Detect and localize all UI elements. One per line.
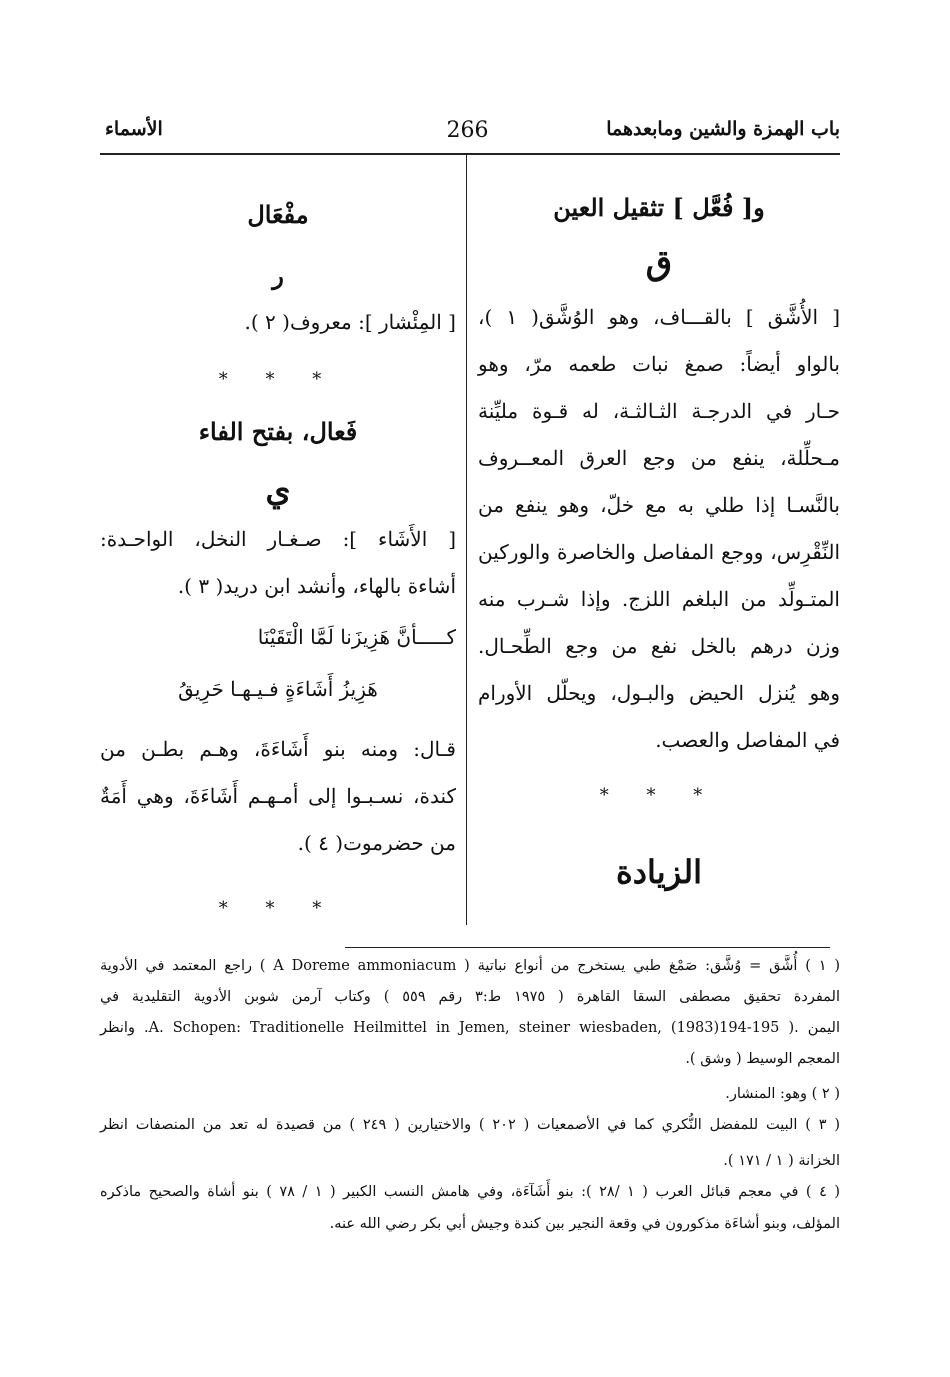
body-line: بالنَّسـا إذا طلي به مع خلّ، وهو ينفع من <box>478 493 840 517</box>
left-heading-2: فَعال، بفتح الفاء <box>198 417 358 446</box>
body-line: بالواو أيضاً: صمغ نبات طعمه مرّ، وهو <box>478 352 840 376</box>
body-line: وزن درهم بالخل نفع من وجع الطِّحـال. <box>478 634 840 658</box>
running-header-section: الأسماء <box>105 118 163 140</box>
footnote-line: المؤلف، وبنو أشاءَة مذكورون في وقعة النجير بين كندة وجيش أبي بكر رضي الله عنه. <box>329 1216 840 1232</box>
body-line: المتـولِّد من البلغم اللزج. وإذا شـرب منه <box>478 587 840 611</box>
footnote-line: ( ٤ ) في معجم قبائل العرب ( ١ /٢٨ ): بنو أَشَآءَة، وفي هامش النسب الكبير ( ١ / ٧٨ ) بنو أشاة والصحيح ماذكره <box>100 1184 840 1200</box>
body-line: [ المِئْشار ]: معروف( ٢ ). <box>244 310 456 334</box>
footnote-line: ( ١ ) أُشَّق = وُشَّق: صَمْغ طبي يستخرج من أنواع نباتية ( A Doreme ammoniacum ) راجع المعتمد في الأدوية <box>100 958 840 974</box>
section-stars: * * * <box>218 369 338 390</box>
footnote-line: ( ٢ ) وهو: المنشار. <box>725 1086 840 1102</box>
body-line: قـال: ومنه بنو أَشَاءَةَ، وهـم بطـن من <box>100 737 456 761</box>
body-line: كندة، نسـبـوا إلى أمـهـم أَشَاءَةَ، وهي أَمَةٌ <box>100 784 456 808</box>
section-stars: * * * <box>599 785 719 806</box>
right-heading: و[ فُعَّل ] تثقيل العين <box>553 193 765 222</box>
body-line: من حضرموت( ٤ ). <box>297 831 456 855</box>
section-title: الزيادة <box>616 853 702 891</box>
page-number: 266 <box>446 118 489 143</box>
body-line: [ الأَشَاء ]: صـغـار النخل، الواحـدة: <box>100 527 456 551</box>
footnote-line: اليمن .( A. Schopen: Traditionelle Heilmittel in Jemen, steiner wiesbaden, (1983)194-195. وانظر <box>100 1020 840 1036</box>
left-letter-2: ي <box>265 471 291 509</box>
footnote-line: الخزانة ( ١ / ١٧١ ). <box>723 1153 840 1169</box>
footnote-line: المفردة تحقيق مصطفى السقا القاهرة ( ١٩٧٥ ط:٣ رقم ٥٥٩ ) وكتاب آرمن شوبن الأدوية التقليدية في <box>100 989 840 1005</box>
running-header-chapter: باب الهمزة والشين ومابعدهما <box>606 118 840 140</box>
left-heading: مفْعَال <box>247 200 309 229</box>
right-letter: ق <box>645 243 673 283</box>
verse-line-1: كـــــأنَّ هَزِيزَنا لَمَّا الْتَقَيْنَا <box>257 625 456 649</box>
body-line: [ الأُشَّق ] بالقـــاف، وهو الوُشَّق( ١ )، <box>478 305 840 329</box>
footnote-line: المعجم الوسيط ( وشق ). <box>685 1051 840 1067</box>
header-rule <box>100 153 840 155</box>
body-line: في المفاصل والعصب. <box>655 728 840 752</box>
column-divider <box>466 155 467 925</box>
footnote-line: ( ٣ ) البيت للمفضل النُّكري كما في الأصمعيات ( ٢٠٢ ) والاختيارين ( ٢٤٩ ) من قصيدة له تعد من المنصفات انظر <box>100 1117 840 1133</box>
body-line: مـحلِّلة، ينفع من وجع العرق المعــروف <box>478 446 840 470</box>
body-line: أشاءة بالهاء، وأنشد ابن دريد( ٣ ). <box>177 574 456 598</box>
section-stars: * * * <box>218 898 338 919</box>
body-line: حـار في الدرجـة الثـالثـة، له قـوة مليِّنة <box>478 399 840 423</box>
body-line: وهو يُنزل الحيض والبـول، ويحلّل الأورام <box>478 681 840 705</box>
left-letter-1: ر <box>272 261 284 290</box>
body-line: النِّقْرِس، ووجع المفاصل والخاصرة والوركين <box>478 540 840 564</box>
verse-line-2: هَزِيزُ أَشَاءَةٍ فـيـهـا حَرِيقُ <box>178 677 378 701</box>
footnote-rule <box>345 947 830 948</box>
